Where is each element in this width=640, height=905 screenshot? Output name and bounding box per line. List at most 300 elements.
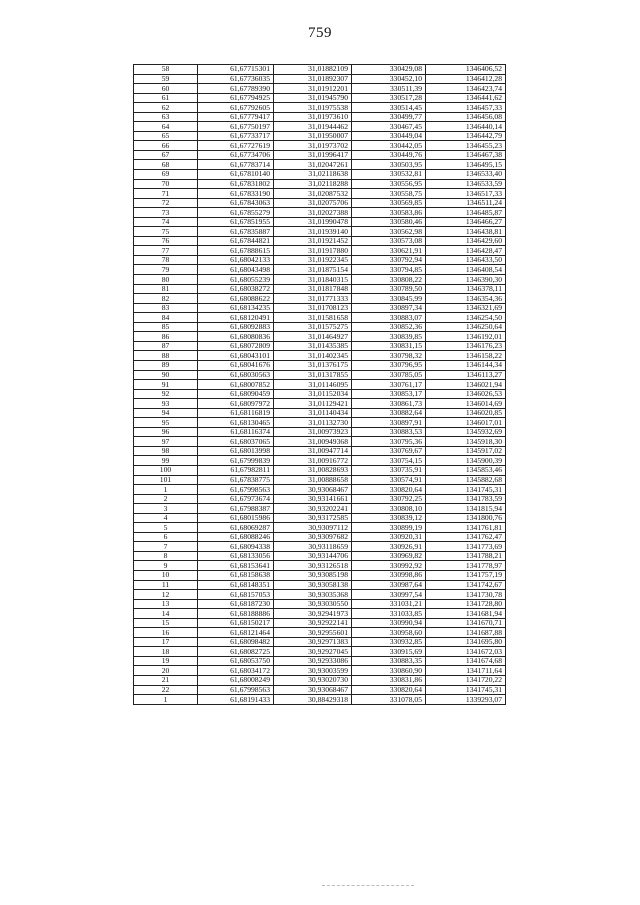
table-row [134, 141, 506, 151]
point-number-cell: 92 [134, 389, 198, 399]
table-row [134, 122, 506, 132]
latitude-cell: 61,67831802 [198, 179, 274, 189]
longitude-cell: 31,01892307 [274, 74, 352, 84]
point-number-cell: 16 [134, 628, 198, 638]
latitude-cell: 61,67843063 [198, 198, 274, 208]
latitude-cell: 61,68088246 [198, 532, 274, 542]
latitude-cell: 61,68133056 [198, 551, 274, 561]
latitude-cell: 61,68015986 [198, 513, 274, 523]
y-coordinate-cell: 1346144,34 [426, 360, 506, 370]
table-row [134, 303, 506, 313]
y-coordinate-cell: 1346176,23 [426, 341, 506, 351]
table-row [134, 485, 506, 495]
x-coordinate-cell: 330897,34 [352, 303, 426, 313]
longitude-cell: 31,01708123 [274, 303, 352, 313]
point-number-cell: 81 [134, 284, 198, 294]
latitude-cell: 61,67727619 [198, 141, 274, 151]
latitude-cell: 61,68041676 [198, 360, 274, 370]
x-coordinate-cell: 330932,85 [352, 637, 426, 647]
table-row [134, 504, 506, 514]
x-coordinate-cell: 330852,36 [352, 322, 426, 332]
point-number-cell: 79 [134, 265, 198, 275]
x-coordinate-cell: 330861,73 [352, 399, 426, 409]
table-row [134, 74, 506, 84]
y-coordinate-cell: 1345900,39 [426, 456, 506, 466]
table-row [134, 475, 506, 485]
y-coordinate-cell: 1341728,80 [426, 599, 506, 609]
point-number-cell: 101 [134, 475, 198, 485]
x-coordinate-cell: 330899,19 [352, 523, 426, 533]
point-number-cell: 18 [134, 647, 198, 657]
longitude-cell: 31,00947714 [274, 446, 352, 456]
x-coordinate-cell: 330897,91 [352, 418, 426, 428]
longitude-cell: 31,01882109 [274, 65, 352, 75]
x-coordinate-cell: 330792,94 [352, 255, 426, 265]
latitude-cell: 61,68038272 [198, 284, 274, 294]
table-row [134, 666, 506, 676]
y-coordinate-cell: 1346192,01 [426, 332, 506, 342]
x-coordinate-cell: 330831,15 [352, 341, 426, 351]
latitude-cell: 61,68082725 [198, 647, 274, 657]
longitude-cell: 31,01922345 [274, 255, 352, 265]
point-number-cell: 89 [134, 360, 198, 370]
x-coordinate-cell: 331078,05 [352, 695, 426, 705]
point-number-cell: 74 [134, 217, 198, 227]
y-coordinate-cell: 1341778,97 [426, 561, 506, 571]
x-coordinate-cell: 330883,35 [352, 656, 426, 666]
latitude-cell: 61,68043498 [198, 265, 274, 275]
longitude-cell: 31,01575275 [274, 322, 352, 332]
longitude-cell: 30,93126518 [274, 561, 352, 571]
x-coordinate-cell: 331033,85 [352, 609, 426, 619]
point-number-cell: 6 [134, 532, 198, 542]
longitude-cell: 30,93097682 [274, 532, 352, 542]
longitude-cell: 31,01140434 [274, 408, 352, 418]
latitude-cell: 61,68080836 [198, 332, 274, 342]
latitude-cell: 61,67998563 [198, 485, 274, 495]
latitude-cell: 61,68013998 [198, 446, 274, 456]
point-number-cell: 73 [134, 208, 198, 218]
table-row [134, 189, 506, 199]
point-number-cell: 71 [134, 189, 198, 199]
point-number-cell: 21 [134, 676, 198, 686]
latitude-cell: 61,68094338 [198, 542, 274, 552]
table-row [134, 542, 506, 552]
y-coordinate-cell: 1346533,40 [426, 170, 506, 180]
longitude-cell: 31,01581658 [274, 313, 352, 323]
table-row [134, 236, 506, 246]
x-coordinate-cell: 330621,91 [352, 246, 426, 256]
x-coordinate-cell: 330562,98 [352, 227, 426, 237]
table-row [134, 618, 506, 628]
table-row [134, 590, 506, 600]
x-coordinate-cell: 330808,10 [352, 504, 426, 514]
point-number-cell: 99 [134, 456, 198, 466]
x-coordinate-cell: 330574,91 [352, 475, 426, 485]
y-coordinate-cell: 1345853,46 [426, 465, 506, 475]
point-number-cell: 22 [134, 685, 198, 695]
x-coordinate-cell: 330958,60 [352, 628, 426, 638]
point-number-cell: 91 [134, 380, 198, 390]
longitude-cell: 31,01996417 [274, 150, 352, 160]
x-coordinate-cell: 330583,86 [352, 208, 426, 218]
y-coordinate-cell: 1346433,50 [426, 255, 506, 265]
table-row [134, 351, 506, 361]
point-number-cell: 60 [134, 84, 198, 94]
y-coordinate-cell: 1346390,30 [426, 275, 506, 285]
longitude-cell: 31,02027388 [274, 208, 352, 218]
y-coordinate-cell: 1341674,68 [426, 656, 506, 666]
longitude-cell: 31,01402345 [274, 351, 352, 361]
x-coordinate-cell: 330882,64 [352, 408, 426, 418]
latitude-cell: 61,68034172 [198, 666, 274, 676]
x-coordinate-cell: 330514,45 [352, 103, 426, 113]
y-coordinate-cell: 1346485,87 [426, 208, 506, 218]
table-row [134, 389, 506, 399]
point-number-cell: 100 [134, 465, 198, 475]
point-number-cell: 85 [134, 322, 198, 332]
y-coordinate-cell: 1341687,88 [426, 628, 506, 638]
longitude-cell: 31,00916772 [274, 456, 352, 466]
latitude-cell: 61,68069287 [198, 523, 274, 533]
table-row [134, 313, 506, 323]
latitude-cell: 61,68150217 [198, 618, 274, 628]
y-coordinate-cell: 1346406,52 [426, 65, 506, 75]
longitude-cell: 31,01132730 [274, 418, 352, 428]
x-coordinate-cell: 330998,86 [352, 570, 426, 580]
y-coordinate-cell: 1346158,22 [426, 351, 506, 361]
longitude-cell: 31,02118638 [274, 170, 352, 180]
latitude-cell: 61,67998563 [198, 685, 274, 695]
y-coordinate-cell: 1346378,11 [426, 284, 506, 294]
longitude-cell: 31,01990478 [274, 217, 352, 227]
coordinates-table-body [134, 65, 506, 705]
table-row [134, 380, 506, 390]
x-coordinate-cell: 330503,95 [352, 160, 426, 170]
point-number-cell: 88 [134, 351, 198, 361]
y-coordinate-cell: 1341773,69 [426, 542, 506, 552]
longitude-cell: 30,93035368 [274, 590, 352, 600]
table-row [134, 112, 506, 122]
point-number-cell: 61 [134, 93, 198, 103]
table-row [134, 255, 506, 265]
table-row [134, 160, 506, 170]
point-number-cell: 17 [134, 637, 198, 647]
latitude-cell: 61,68030563 [198, 370, 274, 380]
table-row [134, 360, 506, 370]
table-row [134, 676, 506, 686]
latitude-cell: 61,67783714 [198, 160, 274, 170]
point-number-cell: 10 [134, 570, 198, 580]
table-row [134, 561, 506, 571]
table-row [134, 170, 506, 180]
x-coordinate-cell: 330820,64 [352, 485, 426, 495]
y-coordinate-cell: 1341720,22 [426, 676, 506, 686]
longitude-cell: 30,92933086 [274, 656, 352, 666]
y-coordinate-cell: 1341762,47 [426, 532, 506, 542]
x-coordinate-cell: 330754,15 [352, 456, 426, 466]
y-coordinate-cell: 1346442,79 [426, 131, 506, 141]
point-number-cell: 83 [134, 303, 198, 313]
longitude-cell: 31,01376175 [274, 360, 352, 370]
table-row [134, 208, 506, 218]
y-coordinate-cell: 1346321,69 [426, 303, 506, 313]
point-number-cell: 82 [134, 294, 198, 304]
latitude-cell: 61,68055239 [198, 275, 274, 285]
longitude-cell: 31,01817848 [274, 284, 352, 294]
coordinates-table [133, 64, 506, 705]
latitude-cell: 61,68187230 [198, 599, 274, 609]
page-number: 759 [308, 25, 332, 41]
point-number-cell: 64 [134, 122, 198, 132]
table-row [134, 580, 506, 590]
point-number-cell: 65 [134, 131, 198, 141]
point-number-cell: 14 [134, 609, 198, 619]
x-coordinate-cell: 330839,12 [352, 513, 426, 523]
latitude-cell: 61,68037065 [198, 437, 274, 447]
x-coordinate-cell: 330839,85 [352, 332, 426, 342]
y-coordinate-cell: 1346457,33 [426, 103, 506, 113]
x-coordinate-cell: 330558,75 [352, 189, 426, 199]
point-number-cell: 1 [134, 695, 198, 705]
x-coordinate-cell: 330926,91 [352, 542, 426, 552]
table-row [134, 275, 506, 285]
point-number-cell: 90 [134, 370, 198, 380]
table-row [134, 647, 506, 657]
point-number-cell: 13 [134, 599, 198, 609]
x-coordinate-cell: 330769,67 [352, 446, 426, 456]
x-coordinate-cell: 330789,50 [352, 284, 426, 294]
x-coordinate-cell: 330920,31 [352, 532, 426, 542]
x-coordinate-cell: 330785,05 [352, 370, 426, 380]
table-row [134, 179, 506, 189]
latitude-cell: 61,67736035 [198, 74, 274, 84]
longitude-cell: 31,00828693 [274, 465, 352, 475]
latitude-cell: 61,68191433 [198, 695, 274, 705]
point-number-cell: 20 [134, 666, 198, 676]
table-row [134, 456, 506, 466]
latitude-cell: 61,67734706 [198, 150, 274, 160]
point-number-cell: 2 [134, 494, 198, 504]
table-row [134, 332, 506, 342]
x-coordinate-cell: 330845,99 [352, 294, 426, 304]
longitude-cell: 31,01921452 [274, 236, 352, 246]
point-number-cell: 87 [134, 341, 198, 351]
table-row [134, 494, 506, 504]
x-coordinate-cell: 330556,95 [352, 179, 426, 189]
longitude-cell: 30,93118659 [274, 542, 352, 552]
longitude-cell: 30,93020730 [274, 676, 352, 686]
x-coordinate-cell: 330569,85 [352, 198, 426, 208]
latitude-cell: 61,67982811 [198, 465, 274, 475]
y-coordinate-cell: 1341681,94 [426, 609, 506, 619]
point-number-cell: 4 [134, 513, 198, 523]
longitude-cell: 31,01317855 [274, 370, 352, 380]
longitude-cell: 31,02075706 [274, 198, 352, 208]
x-coordinate-cell: 330860,90 [352, 666, 426, 676]
point-number-cell: 58 [134, 65, 198, 75]
x-coordinate-cell: 330820,64 [352, 685, 426, 695]
latitude-cell: 61,68042133 [198, 255, 274, 265]
point-number-cell: 3 [134, 504, 198, 514]
longitude-cell: 31,01945790 [274, 93, 352, 103]
latitude-cell: 61,68072809 [198, 341, 274, 351]
point-number-cell: 93 [134, 399, 198, 409]
latitude-cell: 61,68043101 [198, 351, 274, 361]
latitude-cell: 61,68088622 [198, 294, 274, 304]
y-coordinate-cell: 1346354,36 [426, 294, 506, 304]
table-row [134, 93, 506, 103]
table-row [134, 217, 506, 227]
y-coordinate-cell: 1346429,60 [426, 236, 506, 246]
latitude-cell: 61,68116374 [198, 427, 274, 437]
latitude-cell: 61,68121464 [198, 628, 274, 638]
y-coordinate-cell: 1346495,15 [426, 160, 506, 170]
longitude-cell: 30,93144706 [274, 551, 352, 561]
table-row [134, 427, 506, 437]
table-row [134, 265, 506, 275]
x-coordinate-cell: 330449,04 [352, 131, 426, 141]
y-coordinate-cell: 1346021,94 [426, 380, 506, 390]
longitude-cell: 31,00949368 [274, 437, 352, 447]
longitude-cell: 31,01464927 [274, 332, 352, 342]
table-row [134, 637, 506, 647]
longitude-cell: 30,93097112 [274, 523, 352, 533]
longitude-cell: 31,01129421 [274, 399, 352, 409]
x-coordinate-cell: 330796,95 [352, 360, 426, 370]
latitude-cell: 61,67838775 [198, 475, 274, 485]
latitude-cell: 61,67833190 [198, 189, 274, 199]
longitude-cell: 31,01875154 [274, 265, 352, 275]
x-coordinate-cell: 330997,54 [352, 590, 426, 600]
y-coordinate-cell: 1345917,02 [426, 446, 506, 456]
y-coordinate-cell: 1346438,81 [426, 227, 506, 237]
x-coordinate-cell: 330580,46 [352, 217, 426, 227]
latitude-cell: 61,67789390 [198, 84, 274, 94]
x-coordinate-cell: 330798,32 [352, 351, 426, 361]
table-row [134, 246, 506, 256]
y-coordinate-cell: 1346408,54 [426, 265, 506, 275]
point-number-cell: 63 [134, 112, 198, 122]
y-coordinate-cell: 1345918,30 [426, 437, 506, 447]
longitude-cell: 31,00973923 [274, 427, 352, 437]
latitude-cell: 61,67999839 [198, 456, 274, 466]
point-number-cell: 95 [134, 418, 198, 428]
y-coordinate-cell: 1346254,50 [426, 313, 506, 323]
point-number-cell: 19 [134, 656, 198, 666]
longitude-cell: 31,01973702 [274, 141, 352, 151]
point-number-cell: 98 [134, 446, 198, 456]
point-number-cell: 9 [134, 561, 198, 571]
latitude-cell: 61,68092883 [198, 322, 274, 332]
y-coordinate-cell: 1346455,23 [426, 141, 506, 151]
longitude-cell: 31,01944462 [274, 122, 352, 132]
x-coordinate-cell: 330853,17 [352, 389, 426, 399]
latitude-cell: 61,68097972 [198, 399, 274, 409]
y-coordinate-cell: 1346250,64 [426, 322, 506, 332]
longitude-cell: 30,93058138 [274, 580, 352, 590]
y-coordinate-cell: 1346014,69 [426, 399, 506, 409]
table-row [134, 408, 506, 418]
latitude-cell: 61,67988387 [198, 504, 274, 514]
longitude-cell: 31,01771333 [274, 294, 352, 304]
x-coordinate-cell: 330573,08 [352, 236, 426, 246]
table-row [134, 685, 506, 695]
latitude-cell: 61,68098482 [198, 637, 274, 647]
table-row [134, 103, 506, 113]
longitude-cell: 31,01973610 [274, 112, 352, 122]
table-row [134, 609, 506, 619]
x-coordinate-cell: 330883,53 [352, 427, 426, 437]
longitude-cell: 30,93202241 [274, 504, 352, 514]
latitude-cell: 61,67855279 [198, 208, 274, 218]
latitude-cell: 61,67835887 [198, 227, 274, 237]
latitude-cell: 61,68188886 [198, 609, 274, 619]
y-coordinate-cell: 1341815,94 [426, 504, 506, 514]
y-coordinate-cell: 1341757,19 [426, 570, 506, 580]
y-coordinate-cell: 1346017,01 [426, 418, 506, 428]
y-coordinate-cell: 1339293,07 [426, 695, 506, 705]
y-coordinate-cell: 1341711,64 [426, 666, 506, 676]
table-row [134, 341, 506, 351]
latitude-cell: 61,68116819 [198, 408, 274, 418]
x-coordinate-cell: 330452,10 [352, 74, 426, 84]
longitude-cell: 31,01950007 [274, 131, 352, 141]
x-coordinate-cell: 330883,07 [352, 313, 426, 323]
longitude-cell: 31,00888658 [274, 475, 352, 485]
latitude-cell: 61,67779417 [198, 112, 274, 122]
x-coordinate-cell: 330467,45 [352, 122, 426, 132]
x-coordinate-cell: 331031,21 [352, 599, 426, 609]
longitude-cell: 30,92927045 [274, 647, 352, 657]
y-coordinate-cell: 1341672,03 [426, 647, 506, 657]
point-number-cell: 72 [134, 198, 198, 208]
y-coordinate-cell: 1341670,71 [426, 618, 506, 628]
latitude-cell: 61,67844821 [198, 236, 274, 246]
table-row [134, 656, 506, 666]
point-number-cell: 12 [134, 590, 198, 600]
point-number-cell: 80 [134, 275, 198, 285]
point-number-cell: 77 [134, 246, 198, 256]
latitude-cell: 61,68120491 [198, 313, 274, 323]
y-coordinate-cell: 1346441,62 [426, 93, 506, 103]
latitude-cell: 61,68053750 [198, 656, 274, 666]
table-row [134, 65, 506, 75]
table-row [134, 84, 506, 94]
y-coordinate-cell: 1346511,24 [426, 198, 506, 208]
table-row [134, 465, 506, 475]
latitude-cell: 61,68090459 [198, 389, 274, 399]
point-number-cell: 69 [134, 170, 198, 180]
latitude-cell: 61,68007852 [198, 380, 274, 390]
longitude-cell: 30,93141661 [274, 494, 352, 504]
longitude-cell: 31,01939140 [274, 227, 352, 237]
y-coordinate-cell: 1341730,78 [426, 590, 506, 600]
latitude-cell: 61,67750197 [198, 122, 274, 132]
longitude-cell: 31,01435385 [274, 341, 352, 351]
table-row [134, 599, 506, 609]
x-coordinate-cell: 330532,81 [352, 170, 426, 180]
y-coordinate-cell: 1346456,08 [426, 112, 506, 122]
table-row [134, 227, 506, 237]
latitude-cell: 61,67810140 [198, 170, 274, 180]
longitude-cell: 30,93030550 [274, 599, 352, 609]
y-coordinate-cell: 1341788,21 [426, 551, 506, 561]
latitude-cell: 61,68157053 [198, 590, 274, 600]
x-coordinate-cell: 330735,91 [352, 465, 426, 475]
y-coordinate-cell: 1345882,68 [426, 475, 506, 485]
table-row [134, 284, 506, 294]
